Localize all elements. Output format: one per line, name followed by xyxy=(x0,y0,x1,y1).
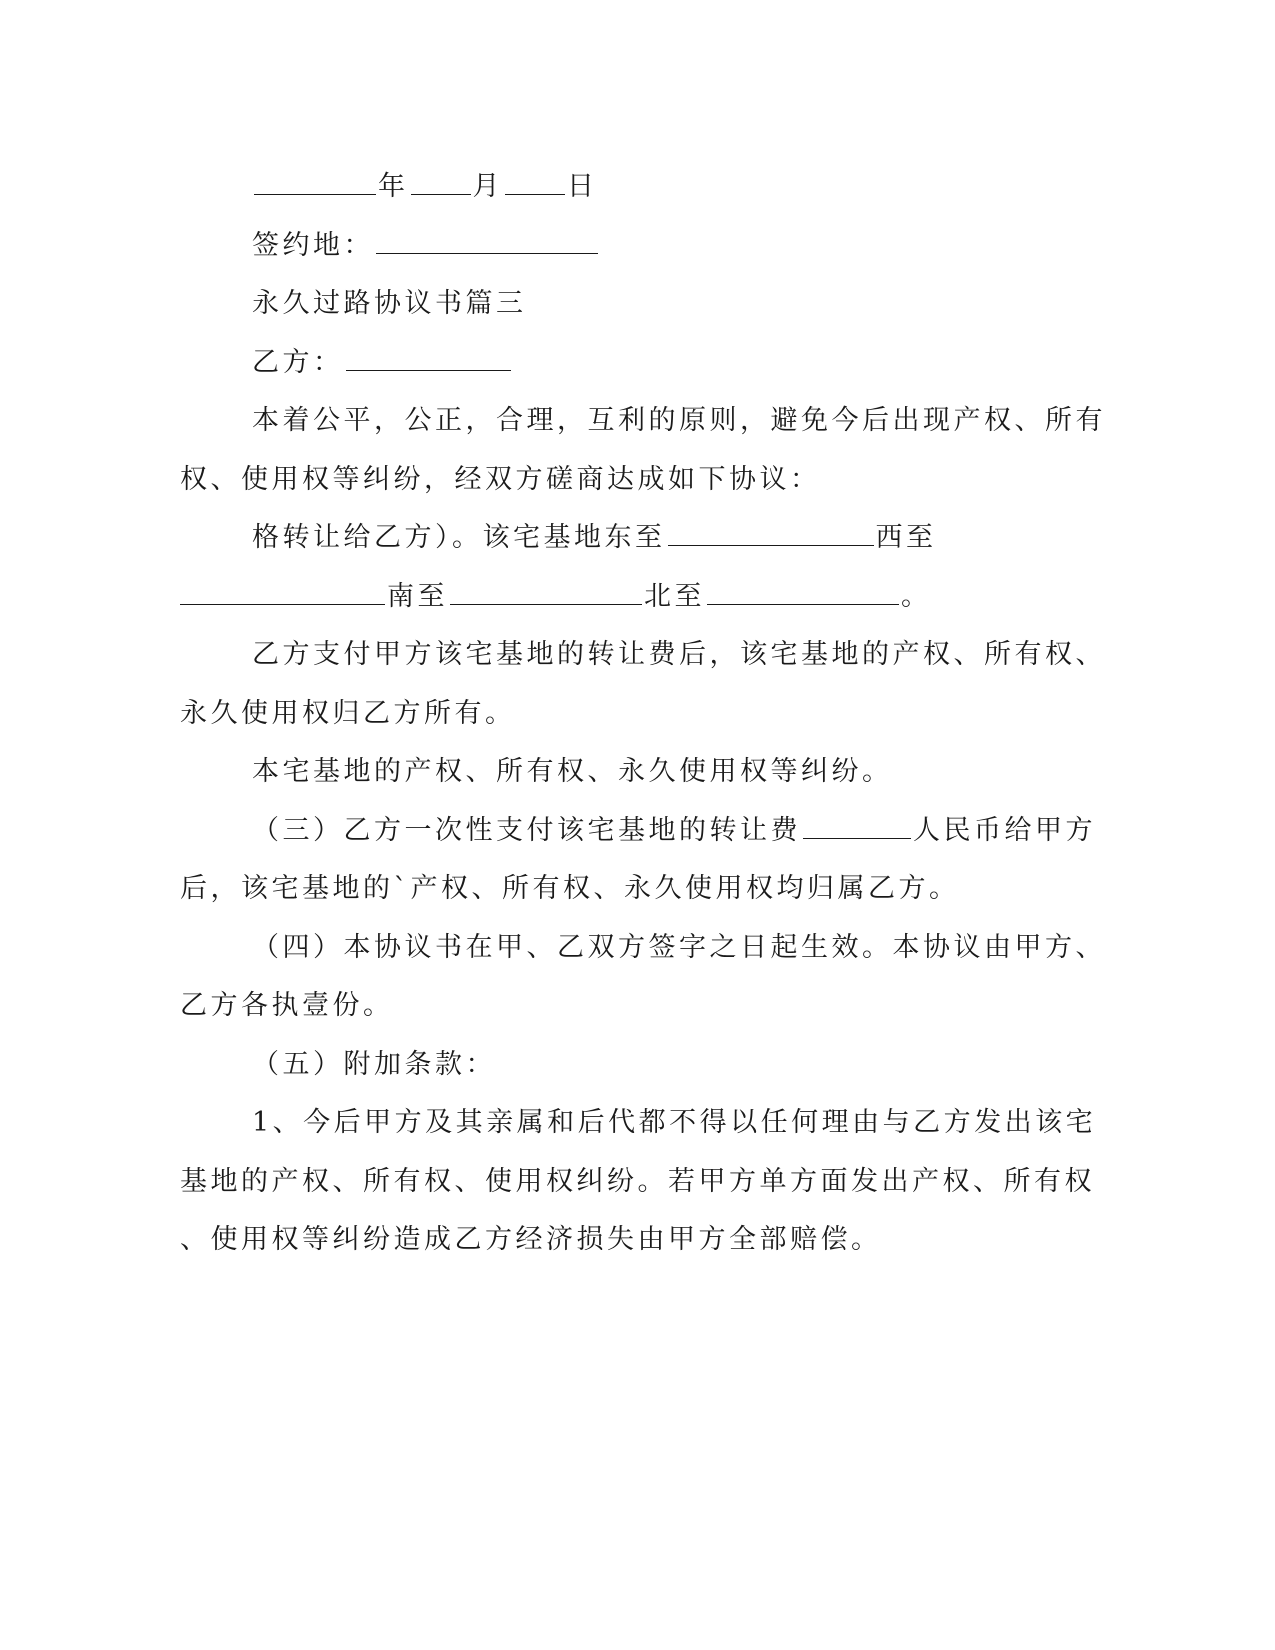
signing-place-line xyxy=(180,217,1040,276)
paragraph-8-line-2: 基地的产权、所有权、使用权纠纷。若甲方单方面发出产权、所有权 xyxy=(180,1165,1095,1197)
north-boundary-blank xyxy=(707,574,899,605)
party-b-label: 乙方： xyxy=(252,346,344,378)
signing-place-label: 签约地： xyxy=(252,229,374,261)
document-body xyxy=(180,158,1106,1270)
south-boundary-blank xyxy=(450,574,642,605)
party-b-blank xyxy=(346,340,511,371)
date-line xyxy=(180,158,1040,217)
paragraph-6-line-2: 乙方各执壹份。 xyxy=(180,990,394,1021)
period: 。 xyxy=(901,580,932,612)
day-blank xyxy=(505,164,565,195)
paragraph-2-line-2 xyxy=(180,568,1040,627)
signing-place-blank xyxy=(376,223,598,254)
month-label: 月 xyxy=(472,171,503,202)
year-label: 年 xyxy=(378,171,409,202)
paragraph-5-line-2: 后，该宅基地的`产权、所有权、永久使用权均归属乙方。 xyxy=(180,873,960,904)
transfer-fee-label: （三）乙方一次性支付该宅基地的转让费 xyxy=(252,814,801,846)
paragraph-4: 本宅基地的产权、所有权、永久使用权等纠纷。 xyxy=(252,756,893,787)
day-label: 日 xyxy=(567,171,598,202)
transfer-fee-suffix: 人民币给甲方 xyxy=(913,814,1096,846)
section-title: 永久过路协议书篇三 xyxy=(252,288,527,319)
east-boundary-label: 格转让给乙方）。该宅基地东至 xyxy=(252,522,666,553)
paragraph-8-line-3: 、使用权等纠纷造成乙方经济损失由甲方全部赔偿。 xyxy=(180,1224,882,1255)
west-boundary-label: 西至 xyxy=(875,522,937,553)
paragraph-3-line-2: 永久使用权归乙方所有。 xyxy=(180,697,516,729)
year-blank xyxy=(254,164,376,195)
paragraph-7: （五）附加条款： xyxy=(252,1048,496,1080)
month-blank xyxy=(411,164,471,195)
paragraph-6-line-1: （四）本协议书在甲、乙双方签字之日起生效。本协议由甲方、 xyxy=(252,931,1106,963)
paragraph-5-line-1 xyxy=(180,802,1096,861)
paragraph-2-line-1 xyxy=(180,509,1040,568)
transfer-fee-blank xyxy=(803,808,911,839)
paragraph-8-line-1: 1、今后甲方及其亲属和后代都不得以任何理由与乙方发出该宅 xyxy=(252,1107,1097,1138)
south-boundary-label: 南至 xyxy=(387,580,448,612)
paragraph-3-line-1: 乙方支付甲方该宅基地的转让费后，该宅基地的产权、所有权、 xyxy=(252,639,1106,670)
north-boundary-label: 北至 xyxy=(644,580,705,612)
paragraph-1-line-1: 本着公平，公正，合理，互利的原则，避免今后出现产权、所有 xyxy=(252,405,1106,436)
west-boundary-blank xyxy=(180,574,385,605)
paragraph-1-line-2: 权、使用权等纠纷，经双方磋商达成如下协议： xyxy=(180,463,821,495)
east-boundary-blank xyxy=(668,515,874,546)
party-b-line xyxy=(180,334,1040,393)
